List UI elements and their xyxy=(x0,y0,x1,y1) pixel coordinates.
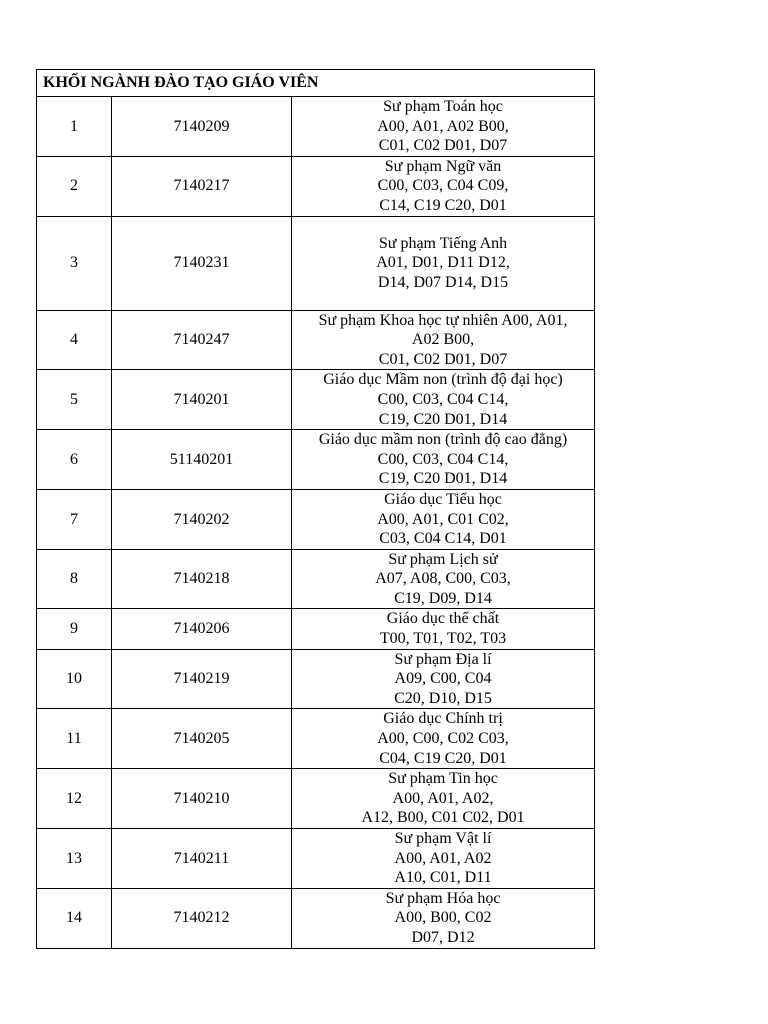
table-row xyxy=(37,310,595,370)
subject-combinations-line: C00, C03, C04 C14, xyxy=(377,390,509,408)
row-number: 6 xyxy=(37,430,112,490)
subject-combinations-line: A00, A01, A02 B00, xyxy=(377,117,509,135)
major-name: Giáo dục thể chất xyxy=(386,610,500,628)
major-name: Sư phạm Toán học xyxy=(383,98,503,115)
row-number: 14 xyxy=(37,888,112,948)
major-code: 7140212 xyxy=(112,888,292,948)
major-code: 7140218 xyxy=(112,549,292,609)
major-name-and-combinations xyxy=(292,549,595,609)
major-name: Sư phạm Vật lí xyxy=(394,830,492,847)
major-code: 7140231 xyxy=(112,216,292,310)
major-name-and-combinations xyxy=(292,310,595,370)
subject-combinations-line: C19, D09, D14 xyxy=(394,589,492,607)
row-number: 10 xyxy=(37,649,112,709)
row-number: 5 xyxy=(37,370,112,430)
table-row xyxy=(37,888,595,948)
subject-combinations-line: C01, C02 D01, D07 xyxy=(378,350,508,368)
major-name-and-combinations xyxy=(292,649,595,709)
row-number: 7 xyxy=(37,489,112,549)
row-number: 11 xyxy=(37,709,112,769)
major-name: Sư phạm Địa lí xyxy=(394,650,492,668)
subject-combinations-line: A00, B00, C02 xyxy=(394,909,492,927)
major-code: 7140247 xyxy=(112,310,292,370)
major-name-and-combinations xyxy=(292,769,595,829)
subject-combinations-line: C04, C19 C20, D01 xyxy=(379,749,507,767)
table-row xyxy=(37,370,595,430)
major-code: 7140206 xyxy=(112,609,292,649)
table-row xyxy=(37,769,595,829)
subject-combinations-line: A00, A01, A02, xyxy=(392,789,494,807)
subject-combinations-line: A02 B00, xyxy=(411,331,475,349)
table-row xyxy=(37,97,595,157)
subject-combinations-line: D14, D07 D14, D15 xyxy=(377,273,509,291)
subject-combinations-line: D07, D12 xyxy=(411,928,475,946)
major-name: Giáo dục Mầm non (trình độ đại học) xyxy=(323,371,563,389)
row-number: 2 xyxy=(37,156,112,216)
subject-combinations-line: C20, D10, D15 xyxy=(394,689,492,707)
major-name-and-combinations xyxy=(292,888,595,948)
major-name: Sư phạm Lịch sử xyxy=(388,550,498,568)
subject-combinations-line: A12, B00, C01 C02, D01 xyxy=(361,809,525,827)
row-number: 8 xyxy=(37,549,112,609)
major-code: 7140202 xyxy=(112,489,292,549)
major-name-and-combinations xyxy=(292,609,595,649)
table-row xyxy=(37,216,595,310)
major-code: 7140201 xyxy=(112,370,292,430)
row-number: 1 xyxy=(37,97,112,157)
major-name-and-combinations xyxy=(292,97,595,157)
subject-combinations-line: A00, A01, C01 C02, xyxy=(377,510,509,528)
major-name-and-combinations xyxy=(292,430,595,490)
major-name: Sư phạm Hóa học xyxy=(385,889,501,907)
major-name-and-combinations xyxy=(292,709,595,769)
table-row xyxy=(37,709,595,769)
major-name-and-combinations xyxy=(292,156,595,216)
table-row xyxy=(37,549,595,609)
major-name: Giáo dục Chính trị xyxy=(383,710,503,728)
subject-combinations-line: C14, C19 C20, D01 xyxy=(379,196,507,214)
major-name: Sư phạm Khoa học tự nhiên A00, A01, xyxy=(318,311,568,329)
major-code: 7140209 xyxy=(112,97,292,157)
subject-combinations-line: A09, C00, C04 xyxy=(394,670,492,688)
row-number: 3 xyxy=(37,216,112,310)
subject-combinations-line: C01, C02 D01, D07 xyxy=(378,137,508,155)
major-name-and-combinations xyxy=(292,370,595,430)
subject-combinations-line: A07, A08, C00, C03, xyxy=(375,570,511,588)
subject-combinations-line: A00, A01, A02 xyxy=(394,849,492,867)
table-row xyxy=(37,489,595,549)
table-title: KHỐI NGÀNH ĐÀO TẠO GIÁO VIÊN xyxy=(37,70,595,97)
row-number: 4 xyxy=(37,310,112,370)
major-code: 7140217 xyxy=(112,156,292,216)
subject-combinations-line: C19, C20 D01, D14 xyxy=(378,470,508,488)
subject-combinations-line: C03, C04 C14, D01 xyxy=(379,530,507,548)
table-title-row xyxy=(37,70,595,97)
row-number: 12 xyxy=(37,769,112,829)
major-name-and-combinations xyxy=(292,829,595,889)
table-row xyxy=(37,829,595,889)
major-name: Giáo dục mầm non (trình độ cao đẳng) xyxy=(318,431,568,449)
table-row xyxy=(37,430,595,490)
major-code: 7140210 xyxy=(112,769,292,829)
table-row xyxy=(37,649,595,709)
table-row xyxy=(37,609,595,649)
subject-combinations-line: A10, C01, D11 xyxy=(394,869,492,887)
major-name: Sư phạm Ngữ văn xyxy=(384,157,502,175)
major-code: 7140219 xyxy=(112,649,292,709)
major-code: 7140205 xyxy=(112,709,292,769)
table-row xyxy=(37,156,595,216)
major-name: Giáo dục Tiểu học xyxy=(384,490,502,508)
major-name: Sư phạm Tin học xyxy=(388,770,498,788)
subject-combinations-line: C00, C03, C04 C14, xyxy=(377,450,509,468)
subject-combinations-line: A00, C00, C02 C03, xyxy=(377,730,509,748)
subject-combinations-line: A01, D01, D11 D12, xyxy=(376,254,510,272)
subject-combinations-line: C00, C03, C04 C09, xyxy=(377,177,509,195)
major-code: 7140211 xyxy=(112,829,292,889)
table-body xyxy=(37,70,595,949)
subject-combinations-line: T00, T01, T02, T03 xyxy=(379,630,507,648)
major-name-and-combinations xyxy=(292,489,595,549)
major-name-and-combinations xyxy=(292,216,595,310)
row-number: 9 xyxy=(37,609,112,649)
majors-table xyxy=(36,69,595,949)
subject-combinations-line: C19, C20 D01, D14 xyxy=(378,410,508,428)
row-number: 13 xyxy=(37,829,112,889)
major-code: 51140201 xyxy=(112,430,292,490)
major-name: Sư phạm Tiếng Anh xyxy=(378,234,508,252)
